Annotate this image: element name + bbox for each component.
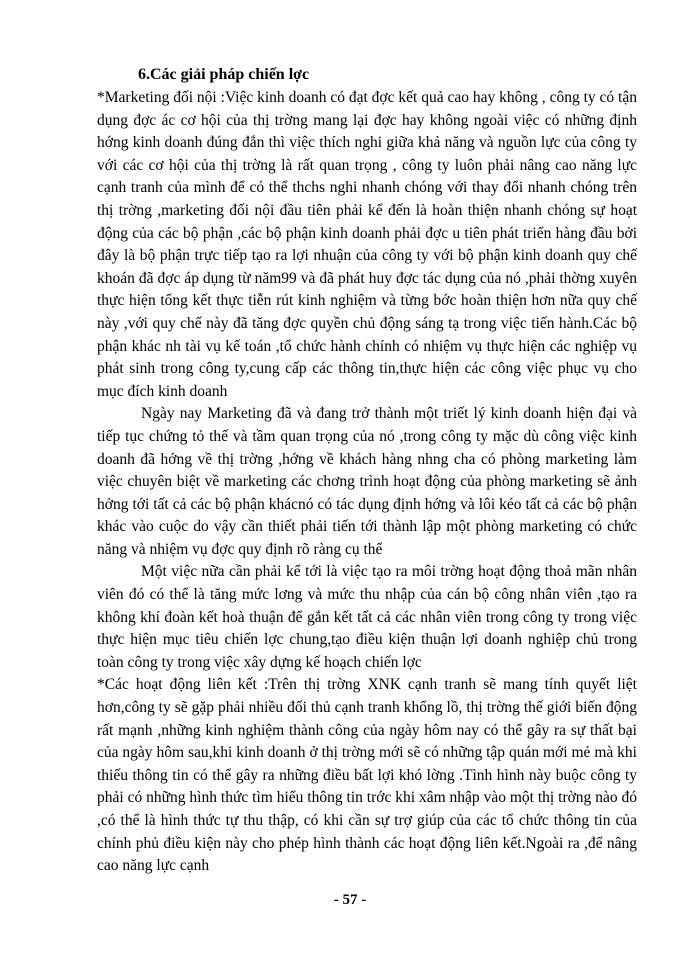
paragraph-joint-activities: *Các hoạt động liên kết :Trên thị trờng XNK cạnh tranh sẽ mang tính quyết liệt hơn,công ty sẽ gặp phải nhiều đối thủ cạnh tranh khổng lồ, thị trờng thế giới biến động rất mạnh ,những kinh nghiệm thành công của ngày hôm nay có thể gây ra sự thất bại của ngày hôm sau,khi kinh doanh ở thị trờng mới sẽ có những tập quán mới mẻ mà khi thiếu thông tin có thể gây ra những điều bất lợi khó lờng .Tình hình này buộc công ty phải có những hình thức tìm hiểu thông tin trớc khi xâm nhập vào một thị trờng nào đó ,có thể là hình thức tự thu thập, có khi cần sự trợ giúp của các tổ chức thông tin của chính phủ điều kiện này cho phép hình thành các hoạt động liên kết.Ngoài ra ,để nâng cao năng lực cạnh — [97, 676, 637, 875]
body-text — [97, 87, 637, 878]
paragraph-internal-marketing: *Marketing đối nội :Việc kinh doanh có đạt đợc kết quả cao hay không , công ty có tận dụng đợc ác cơ hội của thị trờng mang lại đợc hay không ngoài việc có những định hớng kinh doanh đúng đắn thì việc thích nghi giữa khả năng và nguồn lực của công ty với các cơ hội của thị trờng là rất quan trọng , công ty luôn phải nâng cao năng lực cạnh tranh của mình để có thể thchs nghi nhanh chóng với thay đổi nhanh chóng trên thị trờng ,marketing đối nội đầu tiên phải kể đến là hoàn thiện nhanh chóng sự hoạt động của các bộ phận ,các bộ phận kinh doanh phải đợc u tiên phát triển hàng đầu bởi đây là bộ phận trực tiếp tạo ra lợi nhuận của công ty với bộ phận kinh doanh quy chế khoán đã đợc áp dụng từ năm99 và đã phát huy đợc tác dụng của nó ,phải thờng xuyên thực hiện tổng kết thực tiễn rút kinh nghiệm và từng bớc hoàn thiện hơn nữa quy chế này ,với quy chế này đã tăng đợc quyền chủ động sáng tạ trong việc tiến hành.Các bộ phận khác nh tài vụ kế toán ,tổ chức hành chính có nhiệm vụ thực hiện các nghiệp vụ phát sinh trong công ty,cung cấp các thông tin,thực hiện các công việc phục vụ cho mục đích kinh doanh — [97, 89, 637, 400]
paragraph-marketing-philosophy: Ngày nay Marketing đã và đang trở thành một triết lý kinh doanh hiện đại và tiếp tục chứng tỏ thế và tầm quan trọng của nó ,trong công ty mặc dù công việc kinh doanh đã hớng về thị trờng ,hớng về khách hàng nhng cha có phòng marketing làm việc chuyên biệt về marketing các chơng trình hoạt động của phòng marketing sẽ ảnh hởng tới tất cả các bộ phận khácnó có tác dụng định hớng và lôi kéo tất cả các bộ phận khác vào cuộc do vậy cần thiết phải tiến tới thành lập một phòng marketing có chức năng và nhiệm vụ đợc quy định rõ ràng cụ thể — [97, 405, 637, 558]
paragraph-work-environment: Một việc nữa cần phải kể tới là việc tạo ra môi trờng hoạt động thoả mãn nhân viên đó có thể là tăng mức lơng và mức thu nhập của cán bộ công nhân viên ,tạo ra không khí đoàn kết hoà thuận để gắn kết tất cả các nhân viên trong công ty trong việc thực hiện mục tiêu chiến lợc chung,tạo điều kiện thuận lợi doanh nghiệp chủ trong toàn công ty trong việc xây dựng kế hoạch chiến lợc — [97, 563, 637, 671]
page-number: - 57 - — [333, 892, 367, 908]
section-heading: 6.Các giải pháp chiến lợc — [138, 66, 310, 83]
